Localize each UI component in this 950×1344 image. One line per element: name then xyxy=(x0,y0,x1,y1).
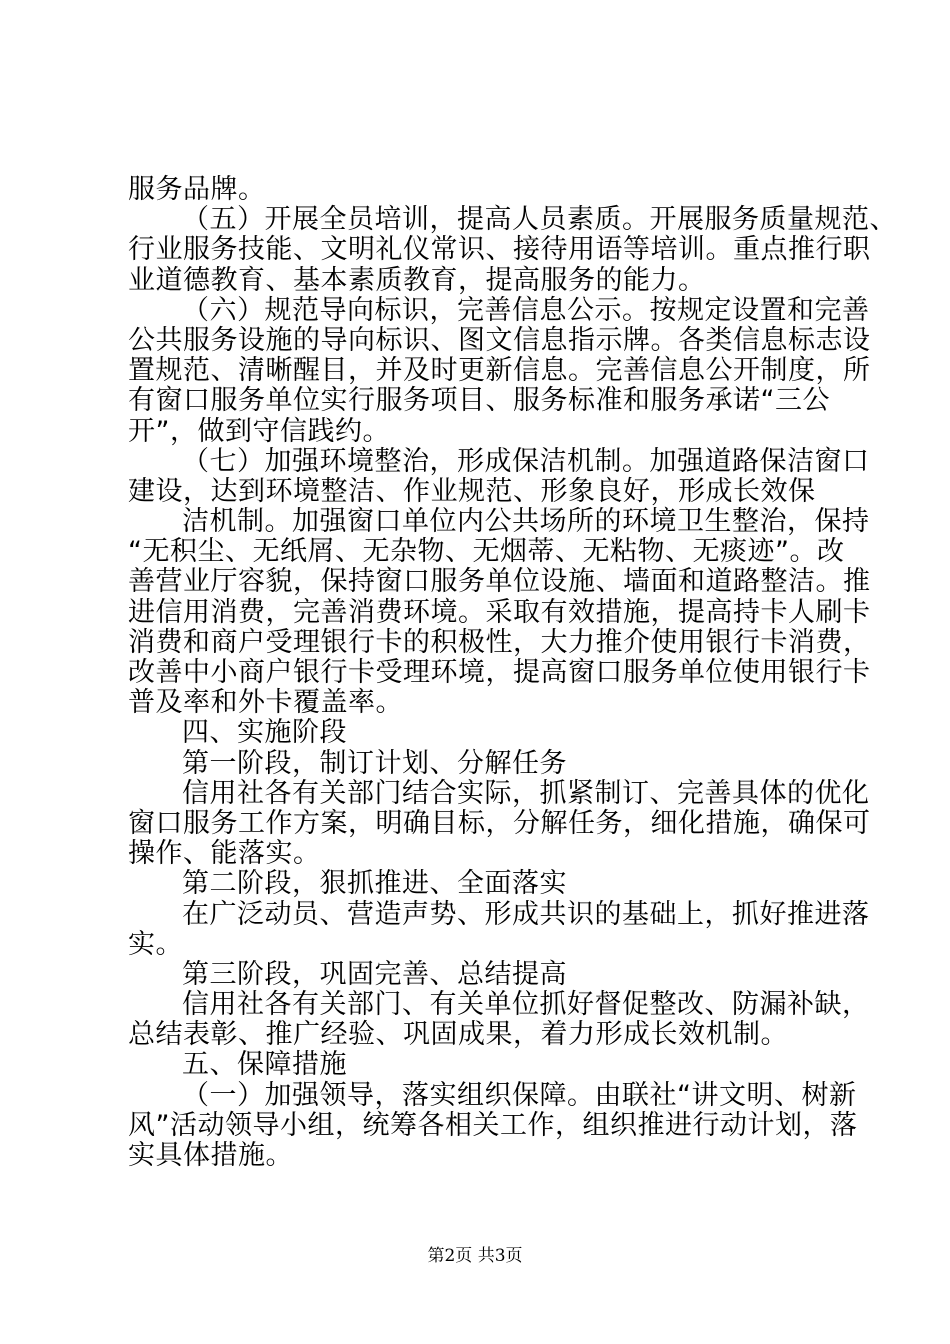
text-line: 洁机制。加强窗口单位内公共场所的环境卫生整治，保持 xyxy=(182,506,870,537)
text-line: 在广泛动员、营造声势、形成共识的基础上，抓好推进落 xyxy=(182,899,870,930)
text-line: 业道德教育、基本素质教育，提高服务的能力。 xyxy=(128,265,706,296)
text-line: 风”活动领导小组，统筹各相关工作，组织推进行动计划，落 xyxy=(128,1110,858,1141)
text-line: 第三阶段，巩固完善、总结提高 xyxy=(182,959,567,990)
text-line: 总结表彰、推广经验、巩固成果，着力形成长效机制。 xyxy=(128,1019,788,1050)
text-line: （六）规范导向标识，完善信息公示。按规定设置和完善 xyxy=(182,295,870,326)
text-line: 窗口服务工作方案，明确目标，分解任务，细化措施，确保可 xyxy=(128,808,871,839)
page-footer: 第2页 共3页 xyxy=(427,1246,523,1266)
text-line: 进信用消费，完善消费环境。采取有效措施，提高持卡人刷卡 xyxy=(128,597,871,628)
text-line: 五、保障措施 xyxy=(182,1049,347,1080)
text-line: 第一阶段，制订计划、分解任务 xyxy=(182,748,567,779)
text-line: 消费和商户受理银行卡的积极性，大力推介使用银行卡消费， xyxy=(128,627,871,658)
text-line: 四、实施阶段 xyxy=(182,717,347,748)
text-line: 普及率和外卡覆盖率。 xyxy=(128,687,403,718)
text-line: 置规范、清晰醒目，并及时更新信息。完善信息公开制度，所 xyxy=(128,355,871,386)
text-line: 公共服务设施的导向标识、图文信息指示牌。各类信息标志设 xyxy=(128,325,871,356)
text-line: 操作、能落实。 xyxy=(128,838,321,869)
text-line: 有窗口服务单位实行服务项目、服务标准和服务承诺“三公 xyxy=(128,385,830,416)
text-line: 善营业厅容貌，保持窗口服务单位设施、墙面和道路整洁。推 xyxy=(128,566,871,597)
text-line: 行业服务技能、文明礼仪常识、接待用语等培训。重点推行职 xyxy=(128,234,871,265)
text-line: 改善中小商户银行卡受理环境，提高窗口服务单位使用银行卡 xyxy=(128,657,871,688)
text-line: 开”，做到守信践约。 xyxy=(128,416,390,447)
text-line: （七）加强环境整治，形成保洁机制。加强道路保洁窗口 xyxy=(182,446,870,477)
text-line: 服务品牌。 xyxy=(128,174,266,205)
text-line: 建设，达到环境整洁、作业规范、形象良好，形成长效保 xyxy=(128,476,816,507)
text-line: 信用社各有关部门、有关单位抓好督促整改、防漏补缺， xyxy=(182,989,870,1020)
text-line: 第二阶段，狠抓推进、全面落实 xyxy=(182,868,567,899)
text-line: 实。 xyxy=(128,929,183,960)
text-line: “无积尘、无纸屑、无杂物、无烟蒂、无粘物、无痰迹”。改 xyxy=(128,536,845,567)
text-line: （一）加强领导，落实组织保障。由联社“讲文明、树新 xyxy=(182,1080,857,1111)
text-line: 信用社各有关部门结合实际，抓紧制订、完善具体的优化 xyxy=(182,778,870,809)
text-line: 实具体措施。 xyxy=(128,1140,293,1171)
text-line: （五）开展全员培训，提高人员素质。开展服务质量规范、 xyxy=(182,204,897,235)
